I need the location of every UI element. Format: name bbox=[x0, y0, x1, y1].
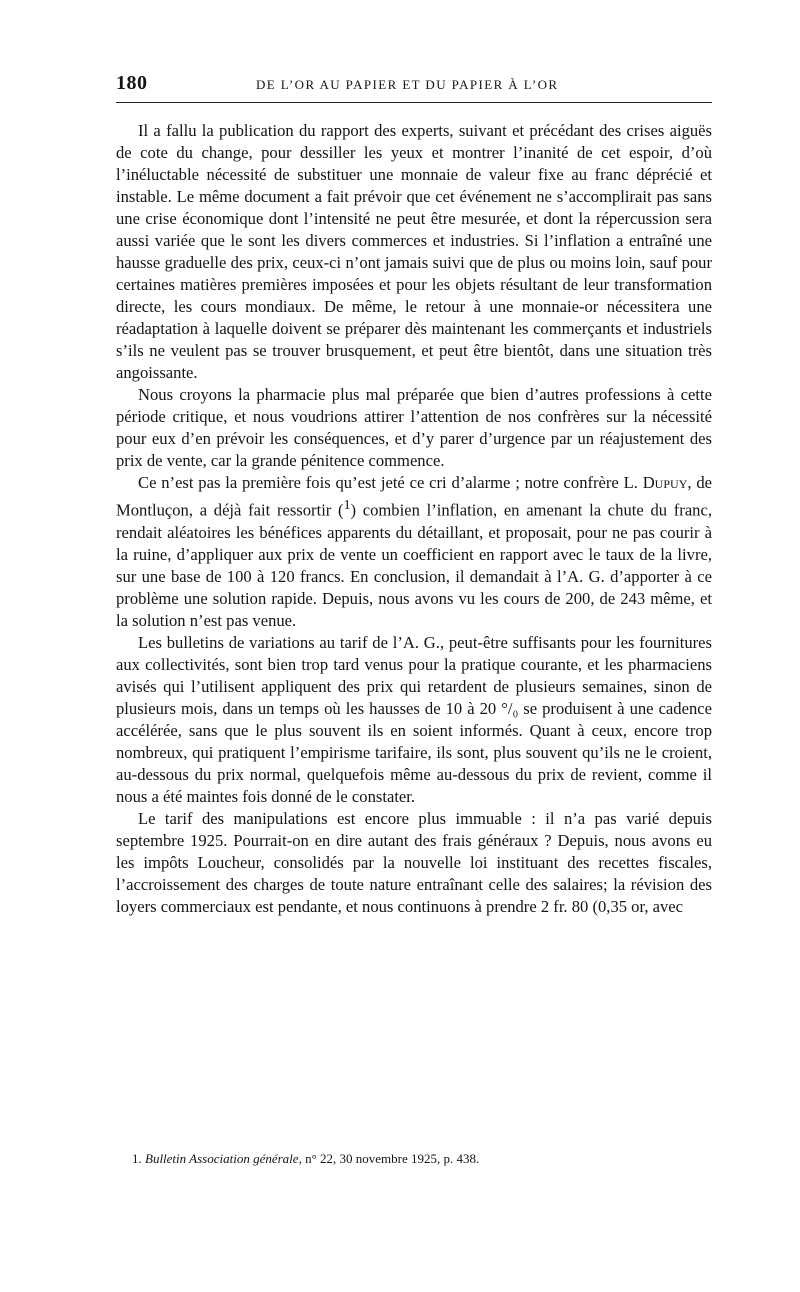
paragraph-3-text-b: , de Montluçon, a déjà fait ressortir ( bbox=[116, 473, 712, 520]
page-header bbox=[116, 72, 712, 103]
paragraph-4: Les bulletins de variations au tarif de l’A. G., peut-être suffisants pour les fournitures aux collectivités, sont bien trop tard venus pour la pratique courante, et les pharmaciens avisés qui l’utilisent appliquent des prix qui retardent de plusieurs semaines, sinon de plusieurs mois, dans un temps où les hausses de 10 à 20 °/₀ se produisent à une cadence accélérée, sans que le plus souvent ils en soient informés. Quant à ceux, encore trop nombreux, qui pratiquent l’empirisme tarifaire, ils sont, plus souvent qu’ils ne le croient, au-dessous du prix normal, quelquefois même au-dessous du prix de revient, comme il nous a été maintes fois donné de le constater. bbox=[116, 632, 712, 806]
paragraph-3 bbox=[116, 472, 712, 632]
author-name-dupuy: Dupuy bbox=[642, 473, 688, 492]
footnote bbox=[116, 1150, 712, 1168]
paragraph-3-text-c: ) combien l’inflation, en amenant la chute du franc, rendait aléatoires les bénéfices apparents du détaillant, et proposait, pour ne pas courir à la ruine, d’appliquer aux prix de vente un coefficient en rapport avec le taux de la livre, sur une base de 100 à 120 francs. En conclusion, il demandait à l’A. G. d’apporter à ce problème une solution rapide. Depuis, nous avons vu les cours de 200, de 243 même, et la solution n’est pas venue. bbox=[116, 500, 712, 630]
footnote-reference: 1 bbox=[343, 497, 351, 512]
paragraph-2: Nous croyons la pharmacie plus mal préparée que bien d’autres professions à cette période critique, et nous voudrions attirer l’attention de nos confrères sur la nécessité pour eux d’en prévoir les conséquences, et d’y parer d’urgence par un réajustement des prix de vente, car la grande pénitence commence. bbox=[116, 385, 712, 470]
paragraph-1: Il a fallu la publication du rapport des experts, suivant et précédant des crises aiguës de cote du change, pour dessiller les yeux et montrer l’inanité de cet espoir, d’où l’inéluctable nécessité de substituer une monnaie de valeur fixe au franc déprécié et instable. Le même document a fait prévoir que cet événement ne s’accomplirait pas sans une crise économique dont l’intensité ne peut être mesurée, et dont la répercussion sera aussi variée que le sont les divers commerces et industries. Si l’inflation a entraîné une hausse graduelle des prix, ceux-ci n’ont jamais suivi que de plus ou moins loin, sauf pour certaines matières premières imposées et pour les objets résultant de leur transformation directe, les cours mondiaux. De même, le retour à une monnaie-or nécessitera une réadaptation à laquelle doivent se préparer dès maintenant les commerçants et industriels s’ils ne veulent pas se trouver brusquement, et peut être bientôt, dans une situation très angoissante. bbox=[116, 121, 712, 382]
footnote-title: Bulletin Association générale bbox=[145, 1151, 299, 1166]
page-number: 180 bbox=[116, 72, 148, 94]
body-text bbox=[116, 120, 712, 918]
paragraph-3-text-a: Ce n’est pas la première fois qu’est jeté ce cri d’alarme ; notre confrère L. bbox=[138, 473, 643, 492]
paragraph-5: Le tarif des manipulations est encore plus immuable : il n’a pas varié depuis septembre 1925. Pourrait-on en dire autant des frais généraux ? Depuis, nous avons eu les impôts Loucheur, consolidés par la nouvelle loi instituant des recettes fiscales, l’accroissement des charges de toute nature entraînant celle des salaires; la révision des loyers commerciaux est pendante, et nous continuons à prendre 2 fr. 80 (0,35 or, avec bbox=[116, 808, 712, 916]
running-head: DE L’OR AU PAPIER ET DU PAPIER À L’OR bbox=[256, 77, 559, 92]
footnote-text: , n° 22, 30 novembre 1925, p. 438. bbox=[298, 1151, 480, 1166]
footnote-number: 1. bbox=[132, 1151, 142, 1166]
